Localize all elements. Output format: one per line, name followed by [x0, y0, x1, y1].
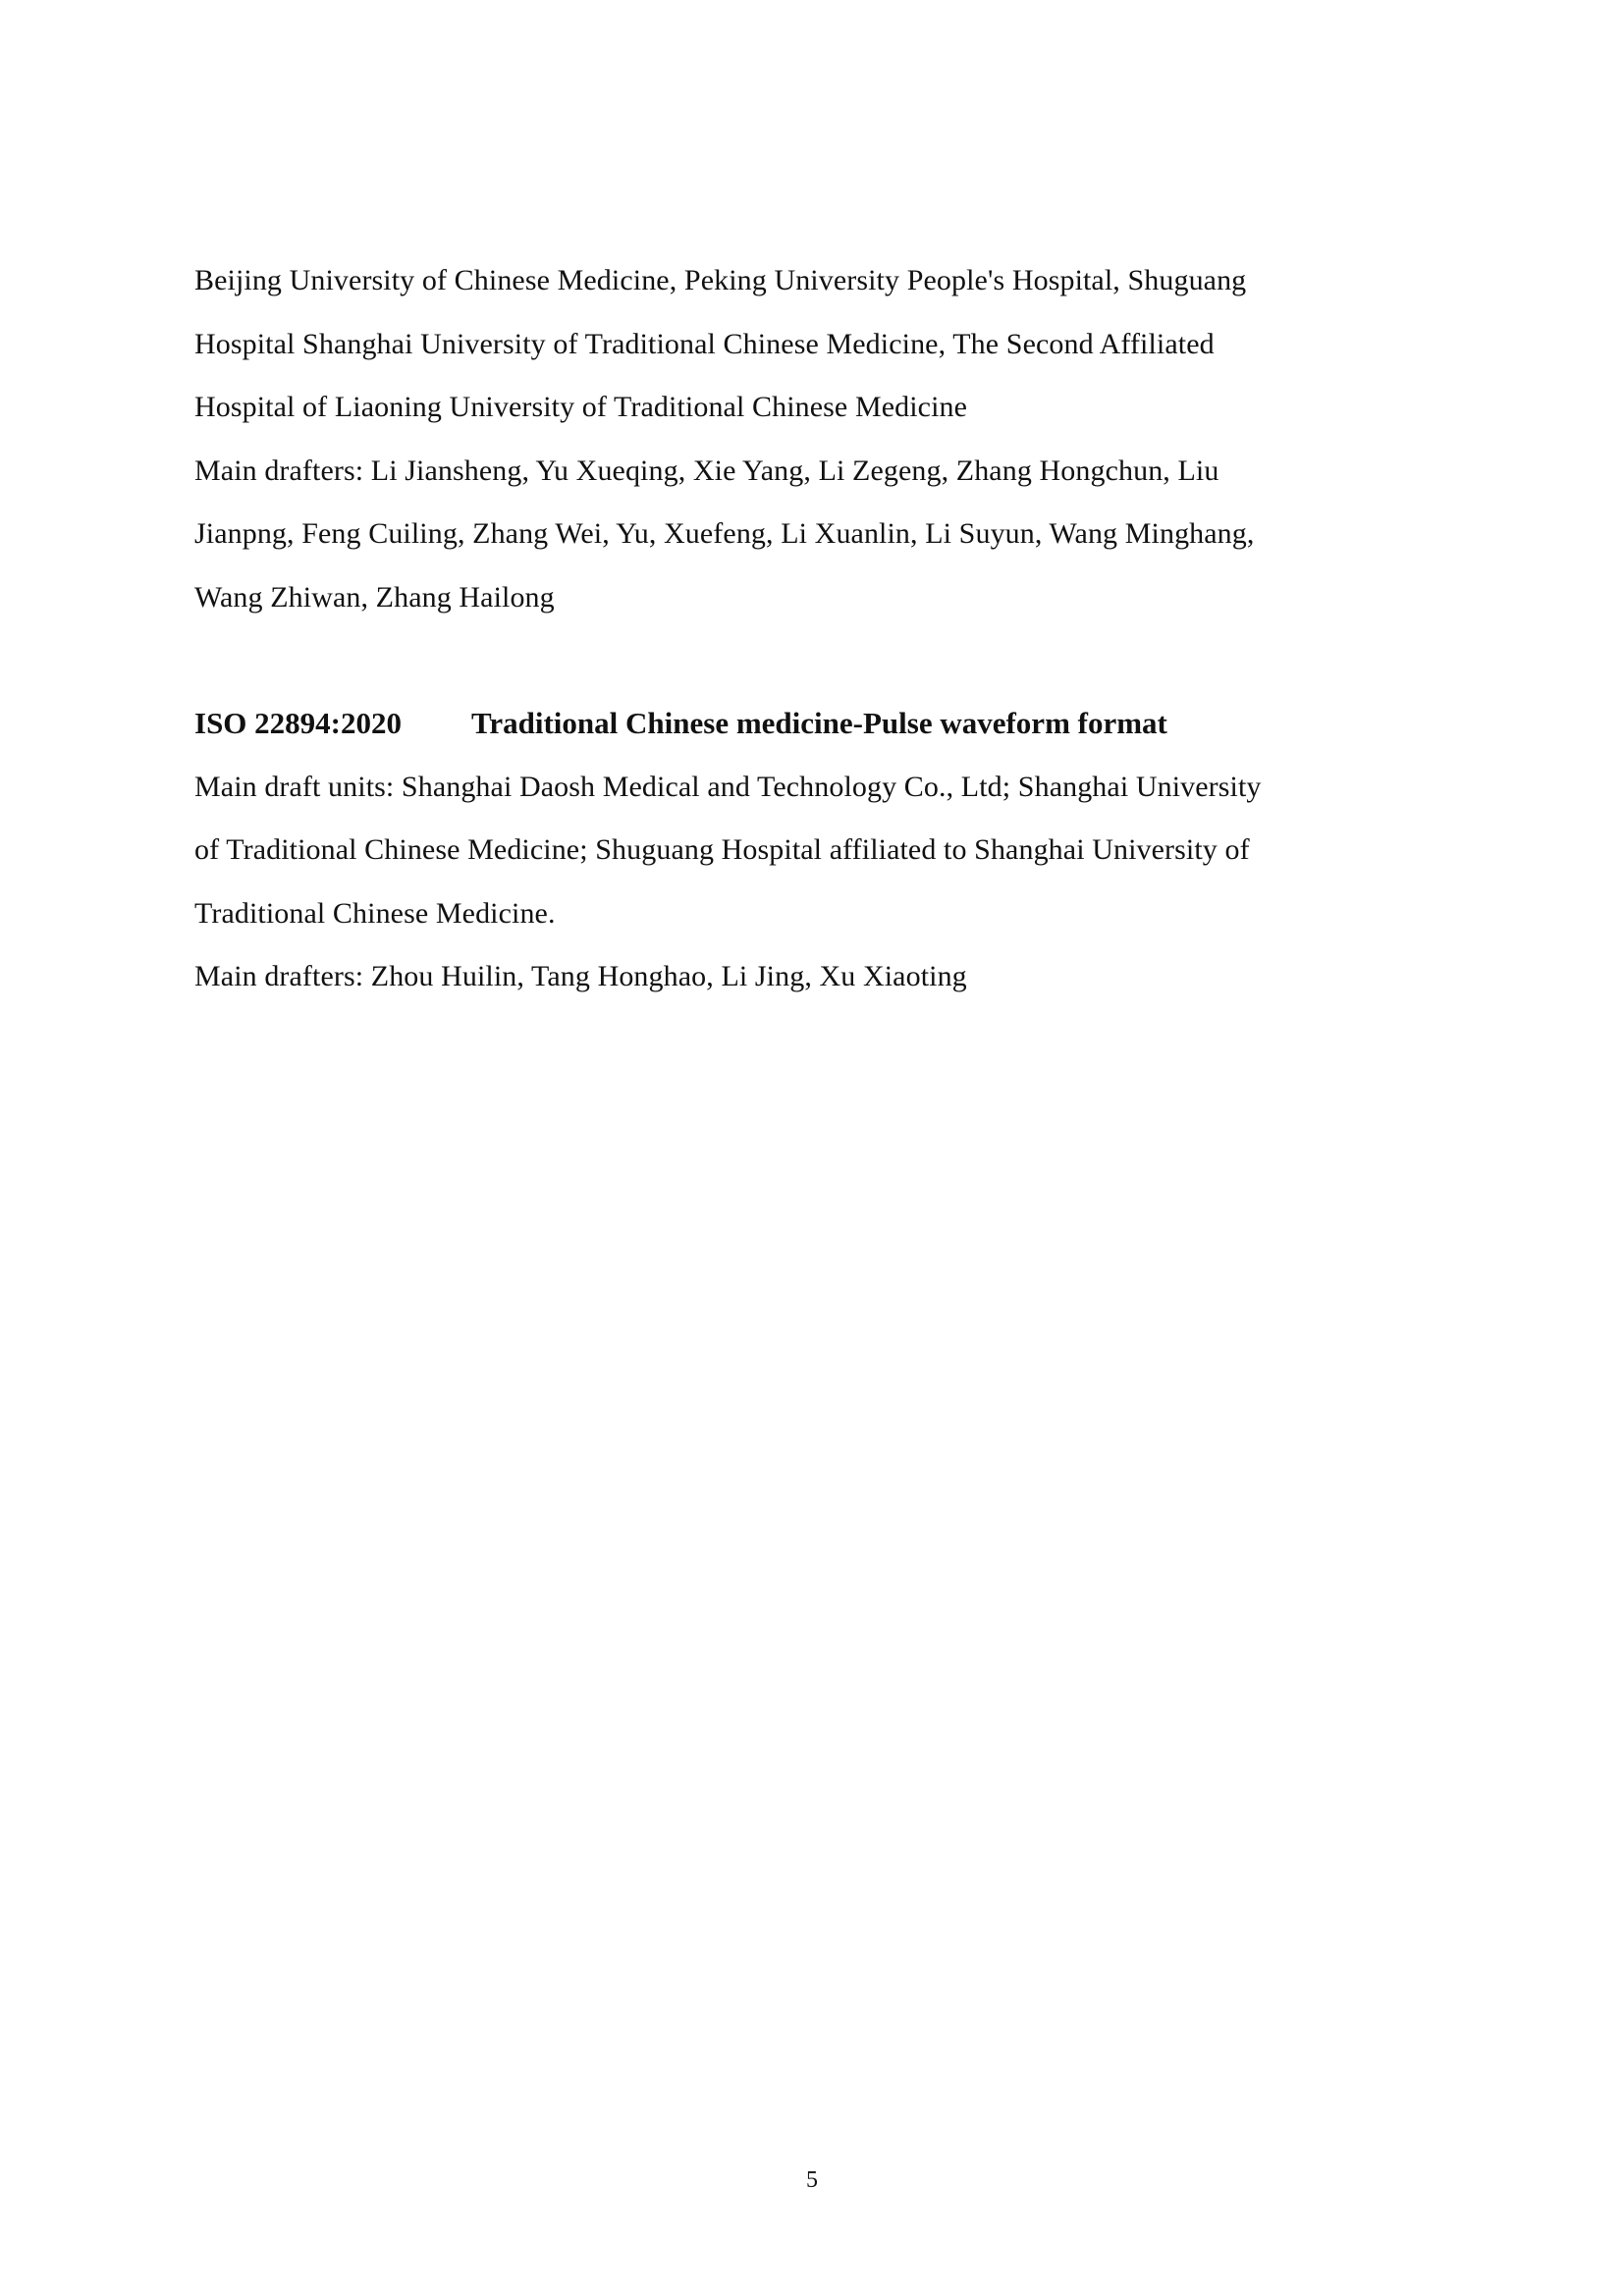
- text-line: Traditional Chinese Medicine.: [194, 896, 556, 930]
- standard-entry: [194, 692, 1441, 1009]
- text-line: Jianpng, Feng Cuiling, Zhang Wei, Yu, Xuefeng, Li Xuanlin, Li Suyun, Wang Minghang,: [194, 517, 1255, 550]
- text-line: Main drafters: Li Jiansheng, Yu Xueqing, Xie Yang, Li Zegeng, Zhang Hongchun, Liu: [194, 454, 1219, 487]
- text-line: Beijing University of Chinese Medicine, Peking University People's Hospital, Shuguang: [194, 264, 1247, 296]
- text-line: of Traditional Chinese Medicine; Shuguang Hospital affiliated to Shanghai University of: [194, 833, 1250, 866]
- standard-heading: [194, 692, 1441, 756]
- text-line: Wang Zhiwan, Zhang Hailong: [194, 580, 555, 614]
- text-line: Hospital of Liaoning University of Traditional Chinese Medicine: [194, 391, 968, 423]
- text-line: Main draft units: Shanghai Daosh Medical and Technology Co., Ltd; Shanghai University: [194, 770, 1262, 803]
- text-line: Hospital Shanghai University of Traditional Chinese Medicine, The Second Affiliated: [194, 327, 1215, 360]
- page-content: [194, 249, 1441, 1009]
- text-line: Main drafters: Zhou Huilin, Tang Honghao, Li Jing, Xu Xiaoting: [194, 960, 967, 992]
- standard-title: Traditional Chinese medicine-Pulse waveform format: [471, 706, 1167, 740]
- standard-code: ISO 22894:2020: [194, 706, 402, 740]
- page-number: 5: [806, 2167, 818, 2193]
- previous-standard-continuation: [194, 249, 1441, 629]
